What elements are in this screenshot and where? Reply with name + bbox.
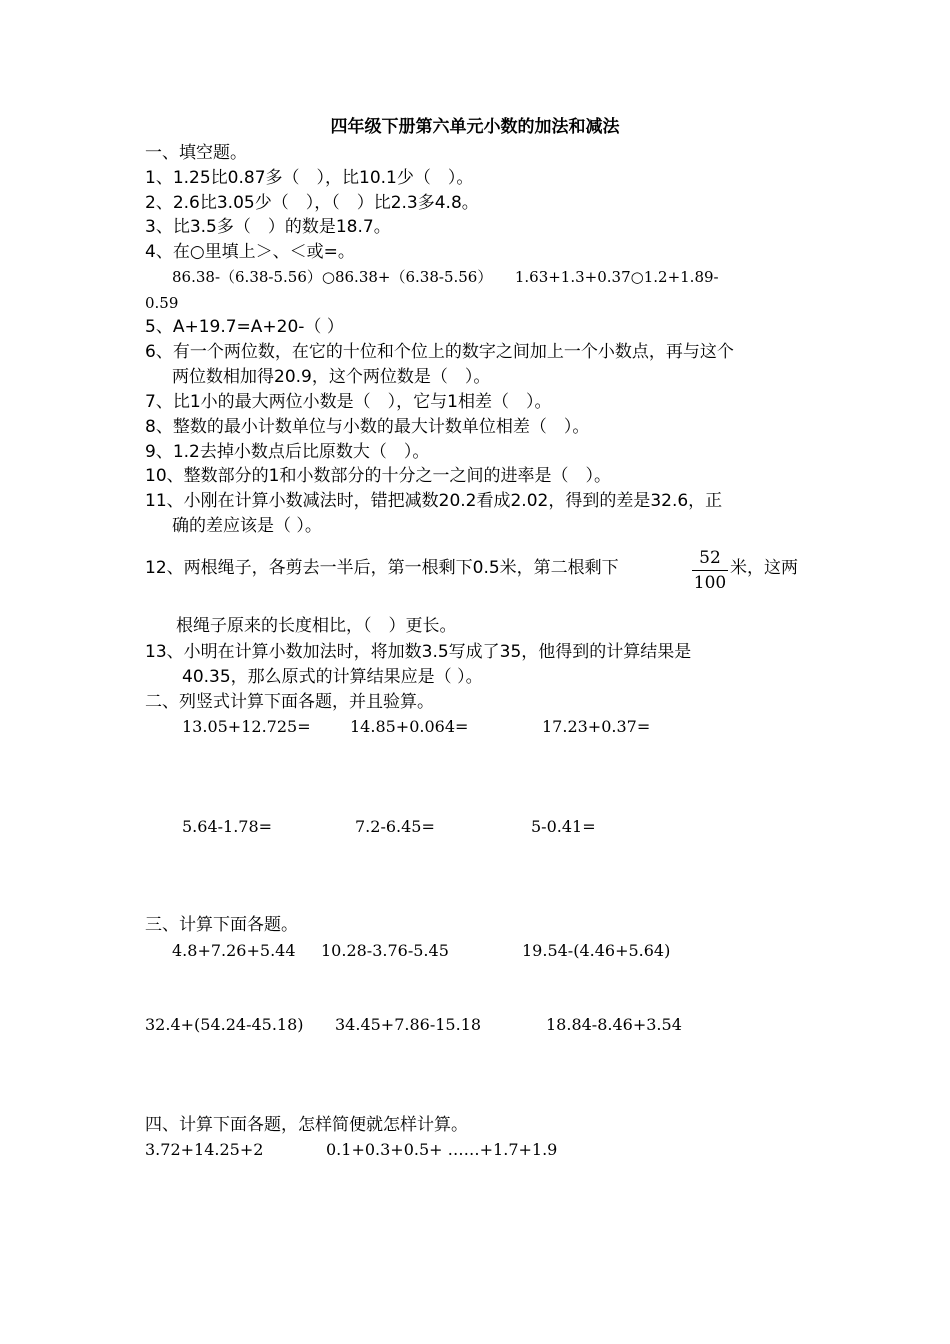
vertical-calc-1: 13.05+12.725= (182, 717, 311, 736)
question-8: 8、整数的最小计数单位与小数的最大计数单位相差（ ）。 (145, 417, 590, 437)
question-11-line-2: 确的差应该是（ ）。 (172, 516, 322, 536)
calc-expression-1: 4.8+7.26+5.44 (172, 941, 296, 960)
page-title: 四年级下册第六单元小数的加法和减法 (330, 117, 620, 137)
vertical-calc-6: 5-0.41= (531, 817, 596, 836)
simplify-expression-1: 3.72+14.25+2 (145, 1140, 264, 1159)
simplify-expression-2: 0.1+0.3+0.5+ ……+1.7+1.9 (326, 1140, 558, 1159)
question-11-line-1: 11、小刚在计算小数减法时，错把减数20.2看成2.02，得到的差是32.6，正 (145, 491, 723, 511)
vertical-calc-2: 14.85+0.064= (350, 717, 469, 736)
question-9: 9、1.2去掉小数点后比原数大（ ）。 (145, 442, 430, 462)
fraction-denominator: 100 (693, 573, 727, 593)
question-12-part-2: 米，这两 (730, 558, 798, 578)
question-3: 3、比3.5多（ ）的数是18.7。 (145, 217, 391, 237)
calc-expression-2: 10.28-3.76-5.45 (321, 941, 449, 960)
vertical-calc-4: 5.64-1.78= (182, 817, 273, 836)
question-13-line-1: 13、小明在计算小数加法时，将加数3.5写成了35，他得到的计算结果是 (145, 642, 692, 662)
calc-expression-4: 32.4+(54.24-45.18) (145, 1015, 304, 1034)
question-5: 5、A+19.7=A+20-（ ） (145, 317, 344, 337)
question-13-line-2: 40.35，那么原式的计算结果应是（ ）。 (182, 667, 483, 687)
fraction-bar (692, 570, 728, 571)
section-4-heading: 四、计算下面各题，怎样简便就怎样计算。 (145, 1115, 468, 1135)
question-1: 1、1.25比0.87多（ ），比10.1少（ ）。 (145, 168, 474, 188)
question-4-comparisons-cont: 0.59 (145, 294, 179, 312)
question-6-line-1: 6、有一个两位数，在它的十位和个位上的数字之间加上一个小数点，再与这个 (145, 342, 734, 362)
question-2: 2、2.6比3.05少（ ），（ ）比2.3多4.8。 (145, 193, 479, 213)
question-12-part-1: 12、两根绳子，各剪去一半后，第一根剩下0.5米，第二根剩下 (145, 558, 619, 578)
calc-expression-5: 34.45+7.86-15.18 (335, 1015, 482, 1034)
question-4: 4、在○里填上＞、＜或=。 (145, 242, 355, 262)
fraction-numerator: 52 (699, 548, 721, 568)
question-12-fraction (692, 547, 728, 594)
section-1-heading: 一、填空题。 (145, 143, 247, 163)
vertical-calc-3: 17.23+0.37= (542, 717, 651, 736)
section-3-heading: 三、计算下面各题。 (145, 915, 298, 935)
question-12-line-2: 根绳子原来的长度相比，（ ）更长。 (176, 616, 457, 636)
vertical-calc-5: 7.2-6.45= (355, 817, 435, 836)
question-7: 7、比1小的最大两位小数是（ ），它与1相差（ ）。 (145, 392, 552, 412)
calc-expression-3: 19.54-(4.46+5.64) (522, 941, 671, 960)
question-6-line-2: 两位数相加得20.9，这个两位数是（ ）。 (172, 367, 491, 387)
section-2-heading: 二、列竖式计算下面各题，并且验算。 (145, 692, 434, 712)
question-4-comparisons: 86.38-（6.38-5.56）○86.38+（6.38-5.56） 1.63+1.3+0.37○1.2+1.89- (172, 268, 719, 286)
calc-expression-6: 18.84-8.46+3.54 (546, 1015, 682, 1034)
question-10: 10、整数部分的1和小数部分的十分之一之间的进率是（ ）。 (145, 466, 611, 486)
